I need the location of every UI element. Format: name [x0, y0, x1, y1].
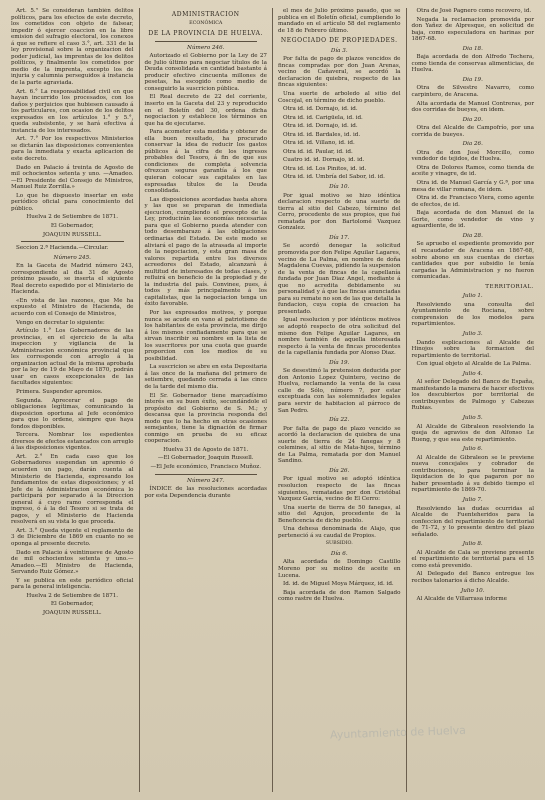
paragraph: Primera. Suspender apremios.	[16, 388, 103, 395]
paragraph: Dado en Palacio á treinta de Agosto de mil ochocientos setenta y uno. —Amadeo.—El Presidente del Consejo de Ministros, Manuel Ruiz Zorrilla.»	[11, 164, 134, 191]
section-heading: ADMINISTRACION	[171, 11, 240, 18]
signature-line: El Gobernador,	[50, 601, 94, 608]
entry-number: Día 17.	[329, 234, 350, 241]
entry-number: Día 26.	[329, 467, 350, 474]
entry-number: Número 247.	[187, 477, 225, 484]
paragraph: Alta acordada de Domingo Castillo Moreno por su molino de aceite en Lucena.	[278, 559, 401, 579]
paragraph: Baja acordada de don Manuel de la Gorte, como vendedor de vino y aguardiente, de id.	[411, 210, 534, 230]
paragraph: Al Delegado del Banco entregue los recibos talonarios á dicho Alcalde.	[411, 571, 534, 585]
entry-number: Número 246.	[187, 44, 225, 51]
paragraph: El Real decreto de 22 del corriente, inserto en la Gaceta del 23 y reproducido en el Boletín del 30, ordena dicha negociacion y establece los términos en que ha de ejecutarse.	[144, 94, 267, 127]
paragraph: «En vista de las razones, que Me ha expuesto el Ministro de Hacienda, de acuerdo con el Consejo de Ministros,	[11, 297, 134, 317]
paragraph: Otra id. id. Dornajo, id. id.	[283, 123, 358, 130]
paragraph: Otra de Dolores Ramos, como tienda de aceite y vinagre, de id.	[411, 164, 534, 178]
paragraph: El Sr. Gobernador tiene marcadísimo interés en su buen éxito, secundándole el propósito del Gobierno de S. M.; y descansa que la provincia responda del modo que lo ha hecho en otras ocasiones semejantes, tiene la dignación de firmar conmigo en prueba de su eficaz cooperacion.	[144, 392, 267, 445]
entry-number: Dia 18.	[462, 45, 483, 52]
paragraph: Por falta de pago de plazos vencidos de fincas compradas por don Juan Arenas, vecino de Cañaveral, se acordó la declaracion de quiebra, respecto de las fincas siguientes:	[278, 56, 401, 89]
paragraph: Otra id. de Manuel García y G.ª, por una mesa de villar romana, de idem.	[411, 180, 534, 193]
paragraph: Art. 2.° En cada caso que los Gobernadores suspendan un apremio ó acuerden un pago, darán cuenta al Ministerio de Hacienda, expresando los fundamentos de estas disposiciones; y el Jefe de la Administracion económica lo participará por separado á la Direccion general á cuyo ramo corresponda el ingreso, ó á la del Tesoro si se trata de pagos, y el Ministerio de Hacienda resolverá en su vista lo que proceda.	[11, 453, 134, 526]
paragraph: Al señor Delegado del Banco de España, manifestando la manera de hacer efectivos los descubiertos por territorial de contribuyentes de Palmogo y Cabezas Rubias.	[411, 379, 534, 412]
entry-number: Día 6.	[330, 550, 348, 557]
paragraph: Una suerte de arboledo al sitio del Coscojal, en término de dicho pueblo.	[278, 91, 401, 104]
paragraph: Cuatro id. id. Dornajo, id. id.	[283, 157, 365, 164]
entry-number: Día 10.	[329, 184, 350, 191]
paragraph: Y se publica en este periódico oficial para la general inteligencia.	[11, 577, 134, 591]
paragraph: Con igual objeto al Alcalde de La Palma.	[416, 361, 531, 368]
paragraph: Otra de don José Morcillo, como vendedor de tejidos, de Huelva.	[411, 149, 534, 163]
paragraph: Tercera. Nombrar los espedientes diversos de efectos estancados con arreglo á las disposiciones vigentes.	[11, 432, 134, 452]
signature-line: Huelva 2 de Setiembre de 1871.	[26, 592, 119, 599]
signature-line: —El Jefe económico, Francisco Muñoz.	[150, 464, 261, 470]
entry-number: Julio 4.	[462, 370, 483, 377]
paragraph: Vengo en decretar lo siguiente:	[16, 319, 105, 326]
entry-number: Dia 19.	[462, 76, 483, 83]
paragraph: Segunda. Aprecerar el pago de obligaciones legítimas, comunicando la disposicion oportuna al Jefe económico para que lo ordene, siempre que haya fondos disponibles.	[11, 397, 134, 430]
paragraph: Otra id. id. Paular, id. id.	[283, 148, 353, 155]
column-1	[6, 8, 139, 792]
paragraph: Al Alcalde de Gibraleon se le previene nueva concejales y cobrador de contribuciones, para terminar la liquidacion de lo que pagaron por no haber presentado á su debido tiempo el repartimiento de 1869-70.	[411, 454, 534, 494]
paragraph: Otra del Alcalde de Campofrío, por una corrida de bueyes.	[411, 125, 534, 138]
entry-number: Julio 10.	[461, 587, 485, 594]
section-heading: DE LA PROVINCIA DE HUELVA.	[148, 30, 264, 38]
entry-number: Día 22.	[329, 417, 350, 424]
archive-watermark: Ayuntamiento de Huelva	[329, 723, 467, 742]
entry-number: Día 3.	[330, 47, 348, 54]
signature-line: JOAQUIN RUSSELL.	[42, 609, 102, 616]
paragraph: Las disposiciones acordadas hasta ahora y las que se preparan de inmediata ejecucion, cumpliendo el precepto de la Ley, producirán las economías necesarias para que el Gobierno pueda atender con todo desembarazo á las obligaciones ordinarias del Estado. De este modo se aliviará el pago de la atrasada al importe de la negociacion, y esta gran masa de valores repartida entre los diversos acreedores del Estado, alcanzará á multitud de interesados de todas clases, y refluirá en beneficio de la propiedad y de la industria del país. Convinee, pues, á todos y más principalmente á los capitalistas, que la negociacion tenga un éxito favorable.	[144, 196, 267, 308]
paragraph: Autorizado el Gobierno por la Ley de 27 de Julio último para negociar títulos de la Deuda consolidada en cantidad bastante á producir efectivo cincuenta millones de pesetas, ha escogido como medio de conseguirlo la suscricion pública.	[144, 53, 267, 92]
entry-number: Julio 3.	[462, 330, 483, 337]
paragraph: Una dehesa denominada de Alajo, que perteneció á su caudal de Propios.	[278, 526, 401, 539]
entry-number: Número 245.	[53, 254, 91, 261]
paragraph: Otra id. id. Dornajo, id. id.	[283, 106, 358, 113]
paragraph: Por igual motivo se hizo idéntica declaracion respecto de una suerte de tierra al sitio del Cabezo, término del Cerro, procedente de sus propios, que fué rematada por don Bartolomé Vazquez Gonzalez.	[278, 192, 401, 232]
paragraph: Otra de Silvestre Navarro, como carpintero, de Aracena.	[411, 85, 534, 99]
paragraph: Artículo 1.° Los Gobernadores de las provincias, en el ejercicio de la alta inspeccion y vigilancia de la Administracion económica provincial que les corresponde con arreglo á la organizacion actual de la misma aprobada por la ley de 19 de Mayo de 1870, podrán usar en casos excepcionales de las facultades siguientes:	[11, 328, 134, 387]
paragraph: Art. 6.° La responsabilidad civil en que hayan incurrido los procesados, con los daños y perjuicios que hubiesen causado á los particulares, con ocasion de los delitos expresados en los artículos 1.° y 5.°, queda subsistente, y se hará efectiva á instancia de los interesados.	[11, 88, 134, 134]
paragraph: Baja acordada de don Ramon Salgado como rastre de Huelva.	[278, 589, 401, 603]
paragraph: Lo que he dispuesto insertar en este periódico oficial para conocimiento del público.	[11, 192, 134, 212]
paragraph: Otra id. id. Los Pinitos, id. id.	[283, 165, 367, 172]
paragraph: Dado en Palacio á veintinueve de Agosto de mil ochocientos setenta y uno.—Amadeo.—El Ministro de Hacienda, Servando Ruiz Gómez.»	[11, 549, 134, 576]
paragraph: Dando esplicaciones al Alcalde de Hinojos sobre la formacion del repartimiento de territorial.	[411, 339, 534, 359]
paragraph: Se apruebo el espediente promovido por el recaudador de Aracena en 1867-68, sobre abono en sus cuentas de ciertas cantidades que por subsidio le tenía cargadas la Administracion y no fueron comunicadas.	[411, 241, 534, 281]
column-4	[406, 8, 540, 792]
section-subheading: ECONÓMICA	[189, 20, 223, 26]
paragraph: Al Alcalde de Gibraleon resolviendo la queja de agravios de don Alfonso Le Rueng, y que sea este repartimiento.	[411, 423, 534, 443]
signature-line: Huelva 31 de Agosto de 1871.	[163, 446, 249, 453]
paragraph: el mes de Julio próximo pasado, que se publica en el Boletín oficial, cumpliendo lo mandado en el artículo 58 del reglamento de 18 de Febrero último.	[278, 8, 401, 34]
entry-number: Julio 8.	[462, 541, 483, 548]
entry-number: Julio 7.	[462, 497, 483, 503]
paragraph: Otra id. de Francisco Viera, como agente de efectos, de id.	[411, 195, 534, 208]
entry-number: Dia 28.	[462, 232, 483, 239]
section-subheading: SUBSIDIO.	[325, 541, 353, 547]
section-heading: NEGOCIADO DE PROPIEDADES.	[280, 37, 398, 45]
section-divider	[155, 41, 258, 42]
signature-line: —El Gobernador, Joaquin Russell.	[157, 455, 254, 462]
paragraph: Por falta de pago de plazo vencido se acordó la declaracion de quiebra de una suerte de tierra de 24 fanegas y 8 celemines, al sitio de Mata-hijos, término de La Palma, rematada por don Manuel Sandino.	[278, 425, 401, 465]
entry-number: Julio 5.	[462, 414, 483, 421]
paragraph: Otra de José Pagnero como recovero, id.	[416, 8, 532, 14]
entry-number: Día 19.	[329, 359, 350, 366]
entry-number: Dia 26.	[462, 141, 483, 148]
paragraph: Negada la reclamacion promovida por don Yañez de Alpresque, en solicitud de baja, como especuladora en harinas por 1867-68.	[411, 16, 534, 43]
paragraph: Igual resolucion y por idénticos motivos se adoptó respecto de otra solicitud del mismo don Felipe Aguilar Lagares, en nombre también de aquella interesada respecto á la venta de fincas procedentes de la capellanía fundada por Alonso Diaz.	[278, 317, 401, 357]
paragraph: Por las expresados motivos, y porque nunca se acude en vano al patriotismo de los habitantes de esta provincia, me dirijo á los mismos confiadamente para que se sirvan inscribir su nombre en la lista de los suscritores por una cuota que guarde proporcion con los medios de su posibilidad.	[144, 309, 267, 362]
paragraph: Otra id. id. Carigüela, id. id.	[283, 114, 363, 121]
entry-number: Julio 1.	[462, 293, 483, 300]
paragraph: Otra id. id. Bardales, id. id.	[283, 131, 361, 138]
paragraph: Se acordó denegar la solicitud promovida por don Felipe Aguilar Lagares, vecino de La Palma, en nombre de doña Magdalena Cuevas, pidiendo la suspension de la venta de fincas de la capellanía fundada por Juan Diaz Angel, mediante á que no acredita debidamente su personalidad y á que las fincas anunciadas para su remate no son de las que detalla la fundacion, cuya copia de creacion ha presentado.	[278, 243, 401, 315]
paragraph: Art. 7.° Por los respectivos Ministerios se dictarán las disposiciones convenientes para la inmediata y exacta aplicacion de este decreto.	[11, 136, 134, 163]
signature-line: JOAQUIN RUSSELL.	[42, 231, 102, 238]
paragraph: Id. id. de Miguel Moya Márquez, id. id.	[283, 581, 394, 588]
column-container	[6, 8, 539, 792]
paragraph: Al Alcalde de Villarrasa informe	[416, 596, 507, 603]
entry-number: Julio 6.	[462, 446, 483, 453]
column-3	[272, 8, 406, 792]
paragraph: Baja acordada de don Alfredo Techera, como tienda de conservas alimenticias, de Huelva.	[411, 54, 534, 74]
paragraph: Otra id. id. Umbría del Sabor, id. id.	[283, 174, 385, 181]
paragraph: Seccion 2.ª Hacienda.—Circular.	[16, 245, 109, 252]
paragraph: Por igual motivo se adoptó idéntica resolucion respecto de las fincas siguientes, rematadas por don Cristóbal Vazquez García, vecino de El Cerro:	[278, 476, 401, 503]
section-divider	[21, 241, 124, 242]
signature-line: Huelva 2 de Setiembre de 1871.	[26, 214, 119, 221]
paragraph: Resolviendo las dudas ocurridas al Alcalde de Fuenteheridos para la confeccion del repartimiento de territorial de 71-72, y lo presente dentro del plazo señalado.	[411, 505, 534, 538]
paragraph: La suscricion se abre en esta Depositaria á las once de la mañana del primero de setiembre, quedando cerrada á las cinco de la tarde del mismo dia.	[144, 364, 267, 390]
entry-number: Dia 20.	[462, 116, 483, 123]
paragraph: Art. 5.° Se consideran también delitos políticos, para los efectos de este decreto, los cometidos con objeto de falsear, impedir ó ejercer coaccion en la libre emision del sufragio electoral, los conexos á que se refiere el caso 3.°, art. 331 de la ley provisional sobre la organizacion del poder judicial, las imprentas de los delitos políticos, y finalmente los cometidos por medio de la imprenta, excepto los de injuria y calumnia perseguidos á instancia de la parte agraviada.	[11, 8, 134, 87]
paragraph: ÍNDICE de las resoluciones acordadas por esta Dependencia durante	[144, 486, 267, 499]
section-divider	[155, 474, 258, 475]
paragraph: Para acometer esta medida y obtener de ella buen resultado, ha procurado conservar la idea de reducir los gastos públicos á la cifra de los ingresos probables del Tesoro, á fin de que sus condiciones de completa solvencia ofrezcan seguras garantía á los que quieran colocar sus capitales en las espresadas títulos de la Deuda consolidada.	[144, 129, 267, 195]
column-2	[139, 8, 273, 792]
section-subheading: TERRITORIAL.	[485, 283, 534, 290]
paragraph: Resolviendo una consulta del Ayuntamiento de Rociana, sobre comprension de los modelos para repartimientos.	[411, 301, 534, 328]
paragraph: Una suerte de tierra de 50 fanegas, al sitio del Agujon, procedente de la Beneficencia de dicho pueblo.	[278, 504, 401, 524]
paragraph: Otra id. id. Villano, id. id.	[283, 140, 355, 147]
paragraph: En la Gaceta de Madrid número 243, correspondiente al dia 31 de Agosto próximo pasado, se inserta el siguiente Real decreto espedido por el Ministerio de Hacienda.	[11, 263, 134, 296]
paragraph: Al Alcalde de Cala se previene presente el repartimiento de territorial para el 15 como está prevenido.	[411, 549, 534, 569]
paragraph: Alta acordada de Manuel Contreras, por dos corridas de bueyes, en idem.	[411, 100, 534, 114]
signature-line: El Gobernador,	[50, 222, 94, 229]
paragraph: Art. 3.° Queda vigente el reglamento de 3 de Diciembre de 1869 en cuanto no se oponga al presente decreto.	[11, 527, 134, 548]
paragraph: Se desestimó la pretension deducida por don Antonio Lopez Quintero, vecino de Huelva, reclamando la venta de la casa calle de Sólo, número 7, por estar exceptuada con las solemnidades legales para servir de habitacion al párroco de San Pedro.	[278, 368, 401, 414]
